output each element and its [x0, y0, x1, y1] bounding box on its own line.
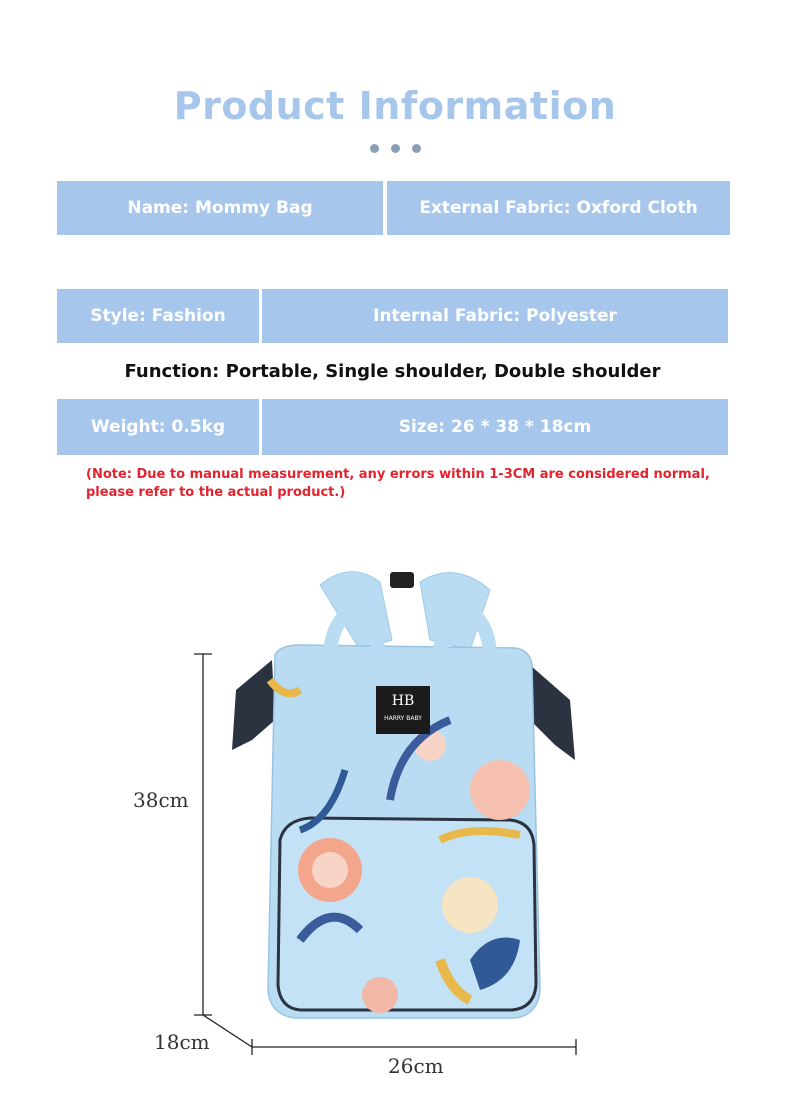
spec-size: Size: 26 * 38 * 18cm — [262, 399, 728, 455]
backpack — [232, 572, 575, 1018]
spec-style: Style: Fashion — [57, 289, 259, 343]
height-dimension-line — [194, 654, 212, 1015]
spec-external-fabric: External Fabric: Oxford Cloth — [387, 181, 730, 235]
spec-name: Name: Mommy Bag — [57, 181, 383, 235]
width-label: 26cm — [388, 1054, 444, 1078]
spec-weight: Weight: 0.5kg — [57, 399, 259, 455]
height-label: 38cm — [133, 788, 189, 812]
brand-label: HARRY BABY — [384, 715, 422, 722]
note-line-1: (Note: Due to manual measurement, any errors within 1-3CM are considered normal, — [86, 467, 710, 482]
spec-function: Function: Portable, Single shoulder, Double shoulder — [57, 345, 728, 397]
depth-label: 18cm — [154, 1030, 210, 1054]
width-dimension-line — [252, 1039, 576, 1055]
note-line-2: please refer to the actual product.) — [86, 485, 346, 500]
page-title: Product Information — [173, 84, 617, 128]
brand-logo-mark: HB — [391, 693, 415, 709]
spec-internal-fabric: Internal Fabric: Polyester — [262, 289, 728, 343]
depth-dimension-line — [203, 1015, 252, 1047]
